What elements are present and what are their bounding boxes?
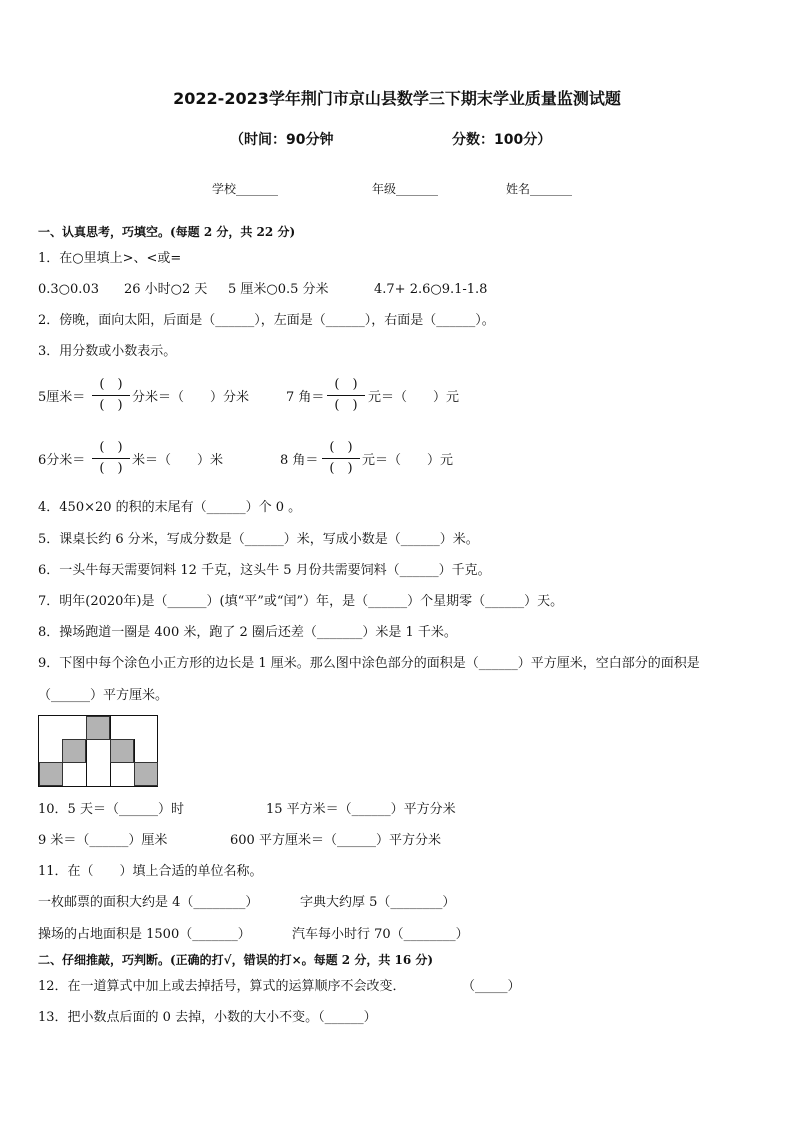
q3-r2-suffix-2: 元＝（ ）元	[362, 453, 454, 468]
shaded-square	[62, 739, 86, 763]
shaded-squares-figure	[38, 715, 158, 787]
question-11-c: 操场的占地面积是 1500（_______）	[38, 927, 251, 942]
q1-item-4: 4.7+ 2.6○9.1-1.8	[374, 282, 488, 297]
fraction-denominator: ( )	[329, 461, 353, 476]
grade-field: 年级_______	[372, 182, 439, 196]
fraction-3	[92, 439, 130, 478]
question-8: 8．操场跑道一圈是 400 米，跑了 2 圈后还差（_______）米是 1 千米。	[38, 625, 457, 640]
question-11-d: 汽车每小时行 70（________）	[292, 927, 469, 942]
fraction-numerator: ( )	[99, 377, 123, 392]
q3-r1-prefix: 5厘米＝	[38, 390, 86, 405]
fraction-4	[322, 439, 360, 478]
fraction-bar	[92, 395, 130, 396]
q1-item-1: 0.3○0.03	[38, 282, 99, 297]
question-11: 11．在（ ）填上合适的单位名称。	[38, 864, 263, 879]
question-5: 5．课桌长约 6 分米，写成分数是（______）米，写成小数是（______）米。	[38, 532, 479, 547]
q3-r1-prefix-2: 7 角＝	[286, 390, 325, 405]
q3-r2-prefix-2: 8 角＝	[280, 453, 319, 468]
question-6: 6．一头牛每天需要饲料 12 千克，这头牛 5 月份共需要饲料（______）千克。	[38, 563, 491, 578]
q3-r2-suffix: 米＝（ ）米	[132, 453, 224, 468]
fraction-2	[327, 376, 365, 415]
school-field: 学校_______	[212, 182, 279, 196]
q1-item-3: 5 厘米○0.5 分米	[228, 282, 329, 297]
fraction-bar	[92, 458, 130, 459]
question-2: 2．傍晚，面向太阳，后面是（______），左面是（______），右面是（______）。	[38, 313, 495, 328]
fraction-bar	[327, 395, 365, 396]
fraction-numerator: ( )	[329, 440, 353, 455]
question-3: 3．用分数或小数表示。	[38, 344, 177, 359]
fraction-denominator: ( )	[99, 398, 123, 413]
exam-title: 2022-2023学年荆门市京山县数学三下期末学业质量监测试题	[173, 89, 621, 108]
time-info: （时间：90分钟	[230, 132, 334, 148]
question-10-d: 600 平方厘米＝（______）平方分米	[230, 833, 441, 848]
question-9-line-2: （______）平方厘米。	[38, 688, 169, 703]
question-7: 7．明年(2020年)是（______）(填“平”或“闰”）年，是（______）个星期零（______）天。	[38, 594, 564, 609]
name-field: 姓名_______	[506, 182, 573, 196]
question-13: 13．把小数点后面的 0 去掉，小数的大小不变。（______）	[38, 1010, 377, 1025]
shaded-square	[134, 762, 158, 786]
section-1-heading: 一、认真思考，巧填空。(每题 2 分，共 22 分)	[38, 225, 296, 239]
question-1: 1．在○里填上>、<或=	[38, 251, 182, 266]
shaded-square	[86, 716, 110, 740]
section-2-heading: 二、仔细推敲，巧判断。(正确的打√，错误的打×。每题 2 分，共 16 分)	[38, 953, 434, 967]
question-11-b: 字典大约厚 5（________）	[300, 895, 456, 910]
q3-r2-prefix: 6分米＝	[38, 453, 86, 468]
q3-r1-suffix: 分米＝（ ）分米	[132, 390, 250, 405]
question-11-a: 一枚邮票的面积大约是 4（________）	[38, 895, 259, 910]
shaded-square	[110, 739, 134, 763]
fraction-denominator: ( )	[334, 398, 358, 413]
question-10-b: 15 平方米＝（______）平方分米	[266, 802, 456, 817]
fraction-1	[92, 376, 130, 415]
question-10-a: 10．5 天＝（______）时	[38, 802, 184, 817]
q3-r1-suffix-2: 元＝（ ）元	[368, 390, 460, 405]
q1-item-2: 26 小时○2 天	[124, 282, 208, 297]
fraction-denominator: ( )	[99, 461, 123, 476]
question-4: 4．450×20 的积的末尾有（______）个 0 。	[38, 500, 302, 515]
question-12-answer-blank: （_____）	[462, 979, 521, 994]
score-info: 分数：100分）	[452, 132, 552, 148]
fraction-bar	[322, 458, 360, 459]
question-12: 12．在一道算式中加上或去掉括号，算式的运算顺序不会改变．	[38, 979, 406, 994]
fraction-numerator: ( )	[99, 440, 123, 455]
shaded-square	[39, 762, 63, 786]
fraction-numerator: ( )	[334, 377, 358, 392]
question-10-c: 9 米＝（______）厘米	[38, 833, 168, 848]
question-9-line-1: 9．下图中每个涂色小正方形的边长是 1 厘米。那么图中涂色部分的面积是（______）平方厘米，空白部分的面积是	[38, 656, 700, 671]
